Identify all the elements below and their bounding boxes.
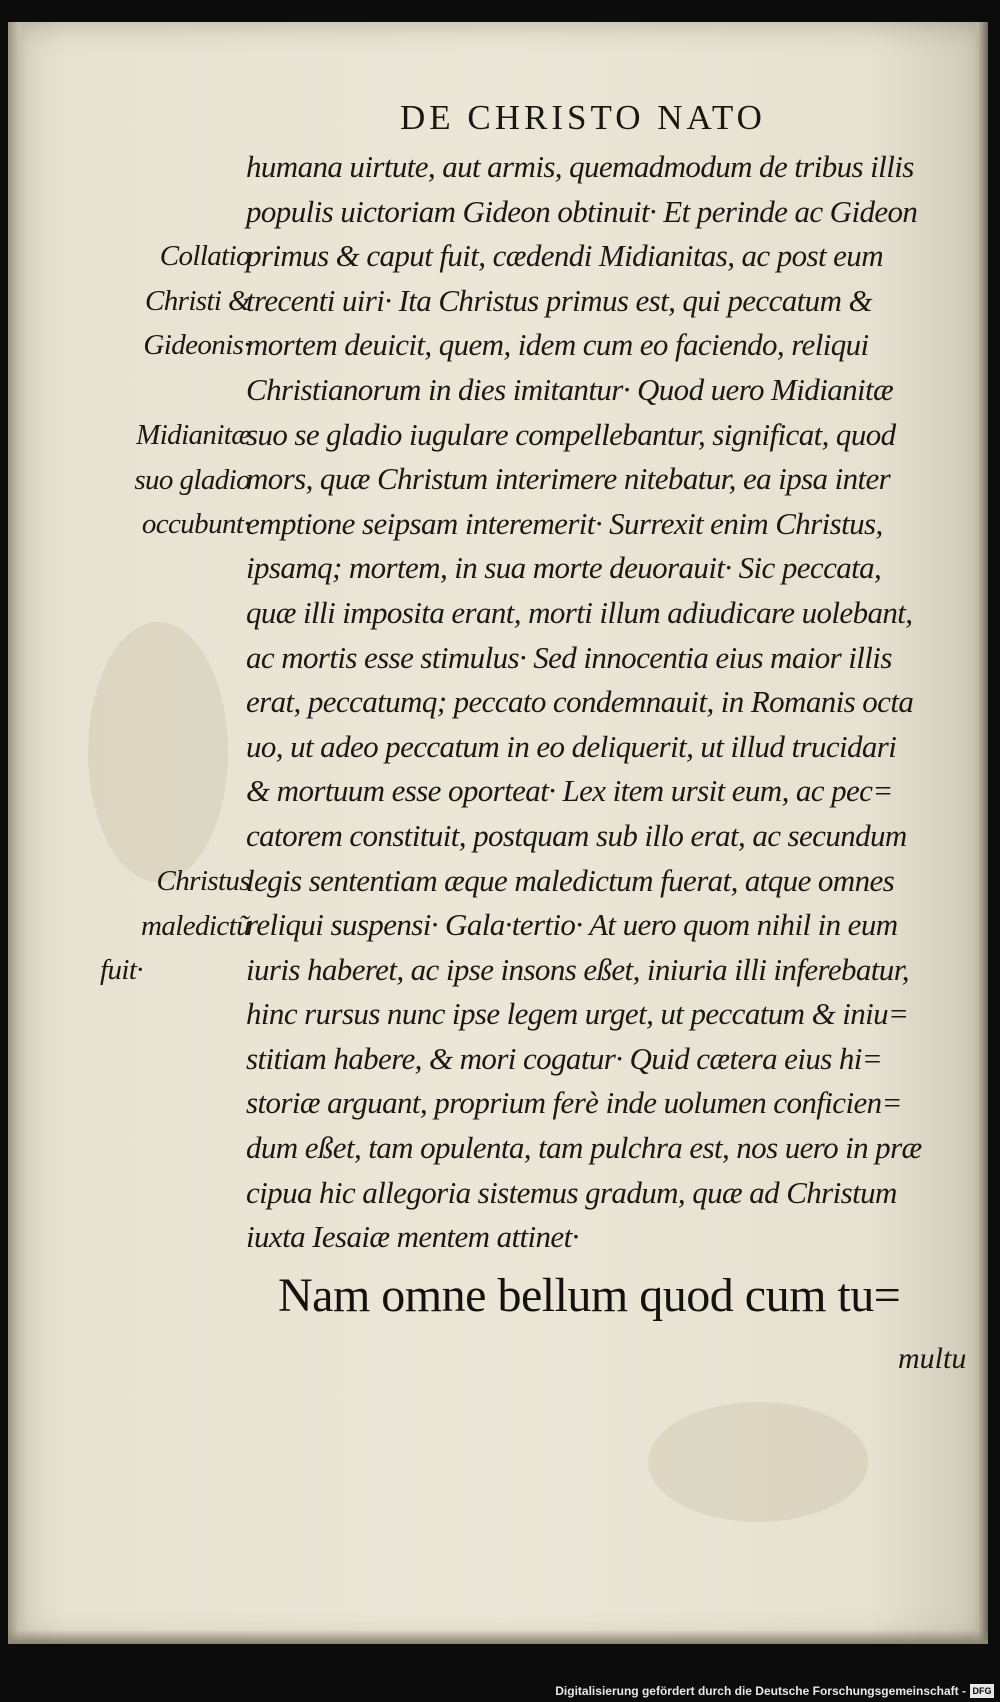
large-type-line: Nam omne bellum quod cum tu= <box>278 1269 901 1322</box>
margin-note-midianitae <box>100 413 250 547</box>
text-line: ipsamq; mortem, in sua morte deuorauit· Sic peccata, <box>246 550 882 586</box>
margin-note-line: Christi & <box>145 284 250 317</box>
text-line: ac mortis esse stimulus· Sed innocentia eius maior illis <box>246 639 892 675</box>
text-line: catorem constituit, postquam sub illo erat, ac secundum <box>246 817 907 853</box>
text-line: populis uictoriam Gideon obtinuit· Et perinde ac Gideon <box>246 193 918 229</box>
text-line: quæ illi imposita erant, morti illum adiudicare uolebant, <box>246 594 913 630</box>
margin-note-line: Midianitæ <box>136 419 250 451</box>
text-line: storiæ arguant, proprium ferè inde uolumen conficien= <box>246 1085 902 1121</box>
text-line: suo se gladio iugulare compellebantur, significat, quod <box>246 416 896 452</box>
text-line: uo, ut adeo peccatum in eo deliquerit, ut illud trucidari <box>246 728 897 764</box>
text-line: iuxta Iesaiæ mentem attinet· <box>246 1219 579 1255</box>
page-bottom-shadow <box>8 1630 988 1644</box>
text-line: Christianorum in dies imitantur· Quod uero Midianitæ <box>246 371 894 407</box>
paper-stain <box>648 1402 868 1522</box>
text-line: cipua hic allegoria sistemus gradum, quæ ad Christum <box>246 1174 897 1210</box>
body-text <box>246 145 976 1260</box>
paper-stain <box>88 622 228 882</box>
text-line: mors, quæ Christum interimere nitebatur, ea ipsa inter <box>246 461 891 497</box>
margin-note-line: suo gladio <box>134 463 250 496</box>
text-line: iuris haberet, ac ipse insons eßet, iniuria illi inferebatur, <box>246 951 909 987</box>
dfg-logo: DFG <box>970 1684 994 1698</box>
margin-note-line: maledictũ <box>141 909 250 942</box>
text-line: stitiam habere, & mori cogatur· Quid cætera eius hi= <box>246 1040 883 1076</box>
catchword: multu <box>898 1342 967 1375</box>
text-line: dum eßet, tam opulenta, tam pulchra est, nos uero in præ <box>246 1130 922 1166</box>
text-line: reliqui suspensi· Gala·tertio· At uero quom nihil in eum <box>246 907 898 943</box>
text-line: legis sententiam æque maledictum fuerat, atque omnes <box>246 862 895 898</box>
page-edge-shadow <box>974 22 988 1644</box>
margin-note-line: Gideonis· <box>143 329 250 362</box>
margin-note-collatio <box>100 234 250 368</box>
margin-note-line: occubunt· <box>141 508 250 541</box>
page-gutter-shadow <box>8 22 26 1644</box>
margin-note-line: Collatio <box>159 240 250 272</box>
text-line: primus & caput fuit, cædendi Midianitas, ac post eum <box>246 238 883 274</box>
margin-note-line: fuit· <box>100 954 143 987</box>
text-line: humana uirtute, aut armis, quemadmodum de tribus illis <box>246 149 914 184</box>
text-line: mortem deuicit, quem, idem cum eo faciendo, reliqui <box>246 327 869 363</box>
text-line: emptione seipsam interemerit· Surrexit enim Christus, <box>246 505 883 541</box>
text-line: hinc rursus nunc ipse legem urget, ut peccatum & iniu= <box>246 996 909 1032</box>
text-line: & mortuum esse oporteat· Lex item ursit eum, ac pec= <box>246 773 893 809</box>
text-line: trecenti uiri· Ita Christus primus est, qui peccatum & <box>246 282 873 318</box>
text-line: erat, peccatumq; peccato condemnauit, in Romanis octa <box>246 684 914 720</box>
digitization-credit: Digitalisierung gefördert durch die Deutsche Forschungsgemeinschaft - <box>555 1684 966 1698</box>
margin-note-line: Christus <box>156 865 250 897</box>
running-head: DE CHRISTO NATO <box>400 98 766 137</box>
margin-note-christus <box>100 859 250 993</box>
